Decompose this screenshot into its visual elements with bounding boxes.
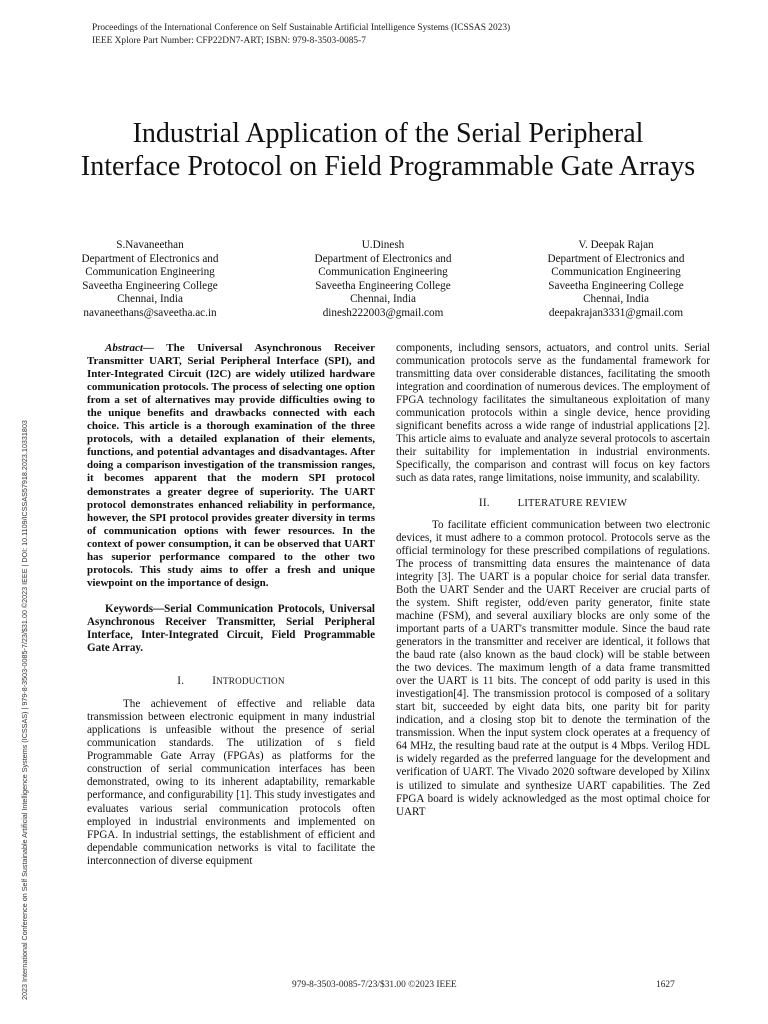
author-dept: Communication Engineering [551, 266, 681, 279]
author-dept: Department of Electronics and [314, 252, 452, 265]
page-header [92, 22, 510, 47]
page-number: 1627 [656, 980, 675, 990]
keywords: Keywords—Serial Communication Protocols, Universal Asynchronous Receiver Transmitter, Serial Peripheral Interface, Inter-Integrated Circuit, Field Programmable Gate Array. [87, 602, 375, 655]
author-name: V. Deepak Rajan [578, 239, 654, 251]
author-city: Chennai, India [583, 293, 649, 306]
author-dept: Department of Electronics and [547, 252, 685, 265]
author-email: deepakrajan3331@gmail.com [548, 306, 684, 319]
section-title-rest: NTRODUCTION [216, 676, 285, 687]
author-college: Saveetha Engineering College [315, 279, 451, 292]
author-email: dinesh222003@gmail.com [322, 306, 444, 319]
author-block-1 [50, 239, 250, 321]
introduction-continued: components, including sensors, actuators, and control units. Serial communication protocols serve as the fundamental framework for transmitting data over considerable distances, facilitating the smooth integration and coordination of numerous devices. The employment of FPGA technology facilitates the simultaneous exploitation of many communication protocols within a single device, hence providing significant benefits across a wide range of industrial applications [2]. This article aims to evaluate and analyze several protocols to ascertain their suitability for implementation in industrial environments. Specifically, the comparison and contrast will focus on key factors such as data rates, range limitations, noise immunity, and scalability. [396, 342, 710, 485]
section-heading-literature-review [396, 497, 710, 510]
section-number: II. [478, 496, 490, 509]
abstract-text: The Universal Asynchronous Receiver Transmitter UART, Serial Peripheral Interface (SPI), and Inter-Integrated Circuit (I2C) are widely utilized hardware communication protocols. The process of selecting one option from a set of alternatives may provide difficulties owing to the unique benefits and drawbacks connected with each choice. This article is a thorough examination of the three protocols, with a detailed explanation of their elements, functions, and potential advantages and disadvantages. After doing a comparison investigation of the transmission ranges, it becomes apparent that the modern SPI protocol demonstrates a greater degree of superiority. The UART protocol demonstrates enhanced reliability in performance, however, the SPI protocol provides greater diversity in terms of communication options with fewer resources. In the context of power consumption, it can be observed that UART has superior performance compared to the other two protocols. This study aims to offer a fresh and unique viewpoint on the importance of design. [87, 342, 375, 589]
section-number: I. [177, 675, 185, 688]
author-college: Saveetha Engineering College [82, 279, 218, 292]
paper-title: Industrial Application of the Serial Peripheral Interface Protocol on Field Programmable Gate Arrays [80, 118, 696, 182]
author-city: Chennai, India [117, 293, 183, 306]
left-column [87, 342, 375, 868]
right-column [396, 342, 710, 819]
doi-sidebar: 2023 International Conference on Self Sustainable Artificial Intelligence Systems (ICSSAS) | 979-8-3503-0085-7/23/$31.00 ©2023 IEEE | DOI: 10.1109/ICSSAS57918.2023.10331803 [20, 420, 29, 1000]
author-email: navaneethans@saveetha.ac.in [83, 306, 217, 319]
author-city: Chennai, India [350, 293, 416, 306]
literature-review-paragraph: To facilitate efficient communication between two electronic devices, it must adhere to a common protocol. Protocols serve as the official terminology for these prescribed compilations of regulations. The process of transmitting data ensures the maintenance of data integrity [3]. The UART is a popular choice for serial data transfer. Both the UART Sender and the UART Receiver are crucial parts of the system. Shift register, odd/even parity generator, finite state machine (FSM), and several auxiliary blocks are only some of the important parts of a UART's transmitter module. Since the baud rate generators in the transmitter and receiver are identical, it follows that the baud rate (also known as the baud clock) will be stable between the two devices. The maximum length of a data frame transmitted over the UART is 11 bits. The concept of odd parity is used in this investigation[4]. The transmission protocol is composed of a solitary start bit, succeeded by eight data bits, one parity bit for parity indication, and a closing stop bit to denote the termination of the transmission. When the input system clock operates at a frequency of 64 MHz, the resulting baud rate at the output is 4 Mbps. Verilog HDL is widely regarded as the preferred language for the development and verification of UART. The Vivado 2020 software developed by Xilinx is utilized to simulate and synthesize UART capabilities. The Zed FPGA board is widely acknowledged as the most optimal choice for UART [396, 518, 710, 818]
section-title: LITERATURE REVIEW [517, 497, 628, 509]
copyright-line: 979-8-3503-0085-7/23/$31.00 ©2023 IEEE [292, 980, 457, 990]
author-name: S.Navaneethan [116, 239, 184, 251]
isbn-line: IEEE Xplore Part Number: CFP22DN7-ART; ISBN: 979-8-3503-0085-7 [92, 35, 366, 46]
section-title-first: I [212, 675, 217, 688]
author-block-2 [283, 239, 483, 321]
section-heading-introduction [87, 675, 375, 688]
author-dept: Department of Electronics and [81, 252, 219, 265]
author-block-3 [516, 239, 716, 321]
abstract-lead: Abstract— [105, 342, 154, 354]
author-college: Saveetha Engineering College [548, 279, 684, 292]
author-dept: Communication Engineering [85, 266, 215, 279]
abstract [87, 342, 375, 590]
conference-name: Proceedings of the International Conference on Self Sustainable Artificial Intelligence Systems (ICSSAS 2023) [92, 23, 511, 33]
author-name: U.Dinesh [361, 239, 405, 251]
introduction-paragraph: The achievement of effective and reliable data transmission between electronic equipment in many industrial applications is unfeasible without the presence of serial communication standards. The utilization of s field Programmable Gate Array (FPGAs) as platforms for the construction of serial communication interfaces has been demonstrated, owing to its inherent adaptability, remarkable performance, and configurability [1]. This study investigates and evaluates various serial communication protocols often employed in industrial environments and implemented on FPGA. In industrial settings, the establishment of efficient and dependable communication networks is vital to facilitate the interconnection of diverse equipment [87, 698, 375, 867]
author-dept: Communication Engineering [318, 266, 448, 279]
